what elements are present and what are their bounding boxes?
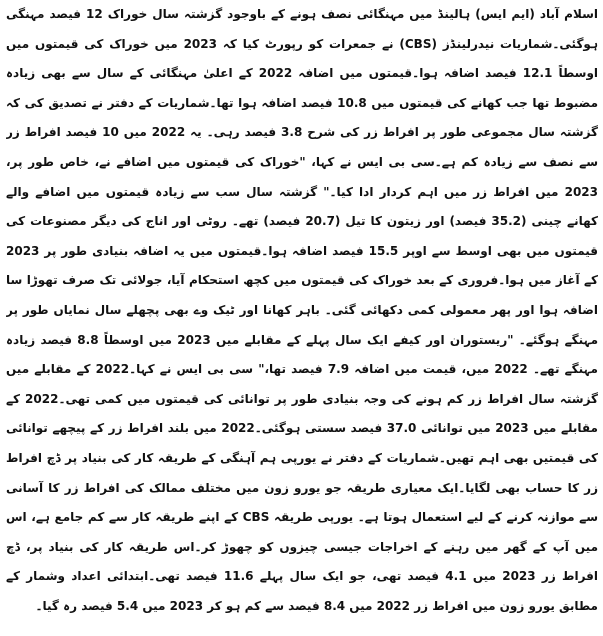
article-body: اسلام آباد (ایم ایس) ہالینڈ میں مہنگائی نصف ہونے کے باوجود گزشتہ سال خوراک 12 فیصد مہنگی ہوگئی۔شماریات نیدرلینڈز (CBS) نے جمعرات کو رپورٹ کیا کہ 2023 میں خوراک کی قیمتوں میں اوسطاً 12.1 فیصد اضافہ ہوا۔قیمتوں میں اضافہ 2022 کے اعلیٰ مہنگائی کے سال سے بھی زیادہ مضبوط تھا جب کھانے کی قیمتوں میں 10.8 فیصد اضافہ ہوا تھا۔شماریات کے دفتر نے تصدیق کی کہ گزشتہ سال مجموعی طور پر افراط زر کی شرح 3.8 فیصد رہی۔ یہ 2022 میں 10 فیصد افراط زر سے نصف سے زیادہ کم ہے۔سی بی ایس نے کہا، "خوراک کی قیمتوں میں اضافے نے، خاص طور پر، 2023 میں افراط زر میں اہم کردار ادا کیا۔" گزشتہ سال سب سے زیادہ قیمتوں میں اضافے والے کھانے چینی (35.2 فیصد) اور زیتون کا تیل (20.7 فیصد) تھے۔ روٹی اور اناج کی دیگر مصنوعات کی قیمتوں میں بھی اوسط سے اوپر 15.5 فیصد اضافہ ہوا۔قیمتوں میں یہ اضافہ بنیادی طور پر 2023 کے آغاز میں ہوا۔فروری کے بعد خوراک کی قیمتوں میں کچھ استحکام آیا، جولائی تک صرف تھوڑا سا اضافہ ہوا اور پھر معمولی کمی دکھائی گئی۔ باہر کھانا اور ٹیک وے بھی پچھلے سال نمایاں طور پر مہنگے ہوگئے۔ "ریستوران اور کیفے ایک سال پہلے کے مقابلے میں 2023 میں اوسطاً 8.8 فیصد زیادہ مہنگے تھے۔ 2022 میں، قیمت میں اضافہ 7.9 فیصد تھا،" سی بی ایس نے کہا۔2022 کے مقابلے میں گزشتہ سال افراط زر کم ہونے کی وجہ بنیادی طور پر توانائی کی قیمتوں میں کمی تھی۔2022 کے مقابلے میں 2023 میں توانائی 37.0 فیصد سستی ہوگئی۔2022 میں بلند افراط زر کے پیچھے توانائی کی قیمتیں بھی اہم تھیں۔شماریات کے دفتر نے یورپی ہم آہنگی کے طریقہ کار کی بنیاد پر ڈچ افراط زر کا حساب بھی لگایا۔ایک معیاری طریقہ جو یورو زون میں مختلف ممالک کی افراط زر کا آسانی سے موازنہ کرنے کے لیے استعمال ہوتا ہے۔ یورپی طریقہ CBS کے اپنے طریقہ کار سے کم جامع ہے، اس میں آپ کے گھر میں رہنے کے اخراجات جیسی چیزوں کو چھوڑ کر۔اس طریقہ کار کی بنیاد پر، ڈچ افراط زر 2023 میں 4.1 فیصد تھی، جو ایک سال پہلے 11.6 فیصد تھی۔ابتدائی اعداد وشمار کے مطابق یورو زون میں افراط زر 2022 میں 8.4 فیصد سے کم ہو کر 2023 میں 5.4 فیصد رہ گیا۔ bbox=[6, 7, 598, 613]
